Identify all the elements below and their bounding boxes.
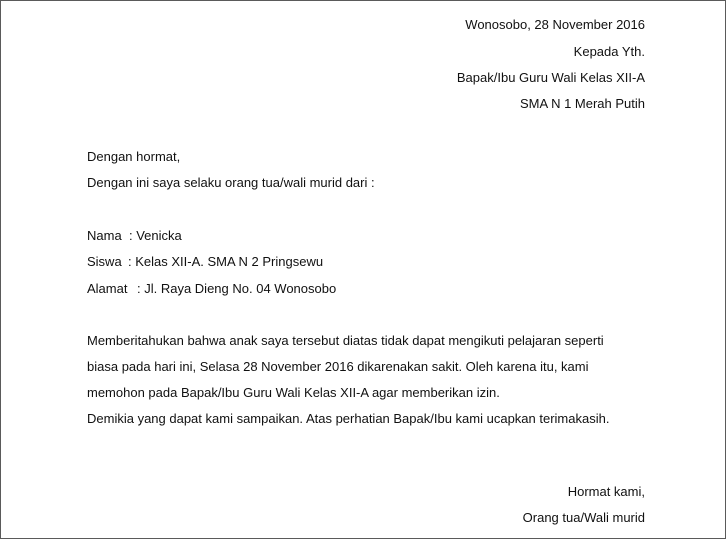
name-value: : Venicka <box>129 228 182 243</box>
recipient: Bapak/Ibu Guru Wali Kelas XII-A <box>456 70 645 85</box>
place-date: Wonosobo, 28 November 2016 <box>465 17 645 32</box>
body-line-1: Memberitahukan bahwa anak saya tersebut diatas tidak dapat mengikuti pelajaran seperti <box>87 333 604 348</box>
class-label: Siswa <box>87 254 122 269</box>
body-line-4: Demikia yang dapat kami sampaikan. Atas perhatian Bapak/Ibu kami ucapkan terimakasih. <box>87 411 610 426</box>
to-line: Kepada Yth. <box>573 44 645 59</box>
name-label: Nama <box>87 228 122 243</box>
student-class-row <box>87 254 323 270</box>
signer: Orang tua/Wali murid <box>522 510 645 525</box>
class-value: : Kelas XII-A. SMA N 2 Pringsewu <box>128 254 324 269</box>
body-line-3: memohon pada Bapak/Ibu Guru Wali Kelas XII-A agar memberikan izin. <box>87 385 500 400</box>
school-name: SMA N 1 Merah Putih <box>520 96 645 111</box>
student-name-row <box>87 228 182 244</box>
greeting: Dengan hormat, <box>87 149 181 164</box>
student-address-row <box>87 281 336 297</box>
address-value: : Jl. Raya Dieng No. 04 Wonosobo <box>137 281 337 296</box>
closing-regards: Hormat kami, <box>567 484 645 499</box>
address-label: Alamat <box>87 281 128 296</box>
intro-text: Dengan ini saya selaku orang tua/wali murid dari : <box>87 175 375 190</box>
body-line-2: biasa pada hari ini, Selasa 28 November 2016 dikarenakan sakit. Oleh karena itu, kami <box>87 359 589 374</box>
